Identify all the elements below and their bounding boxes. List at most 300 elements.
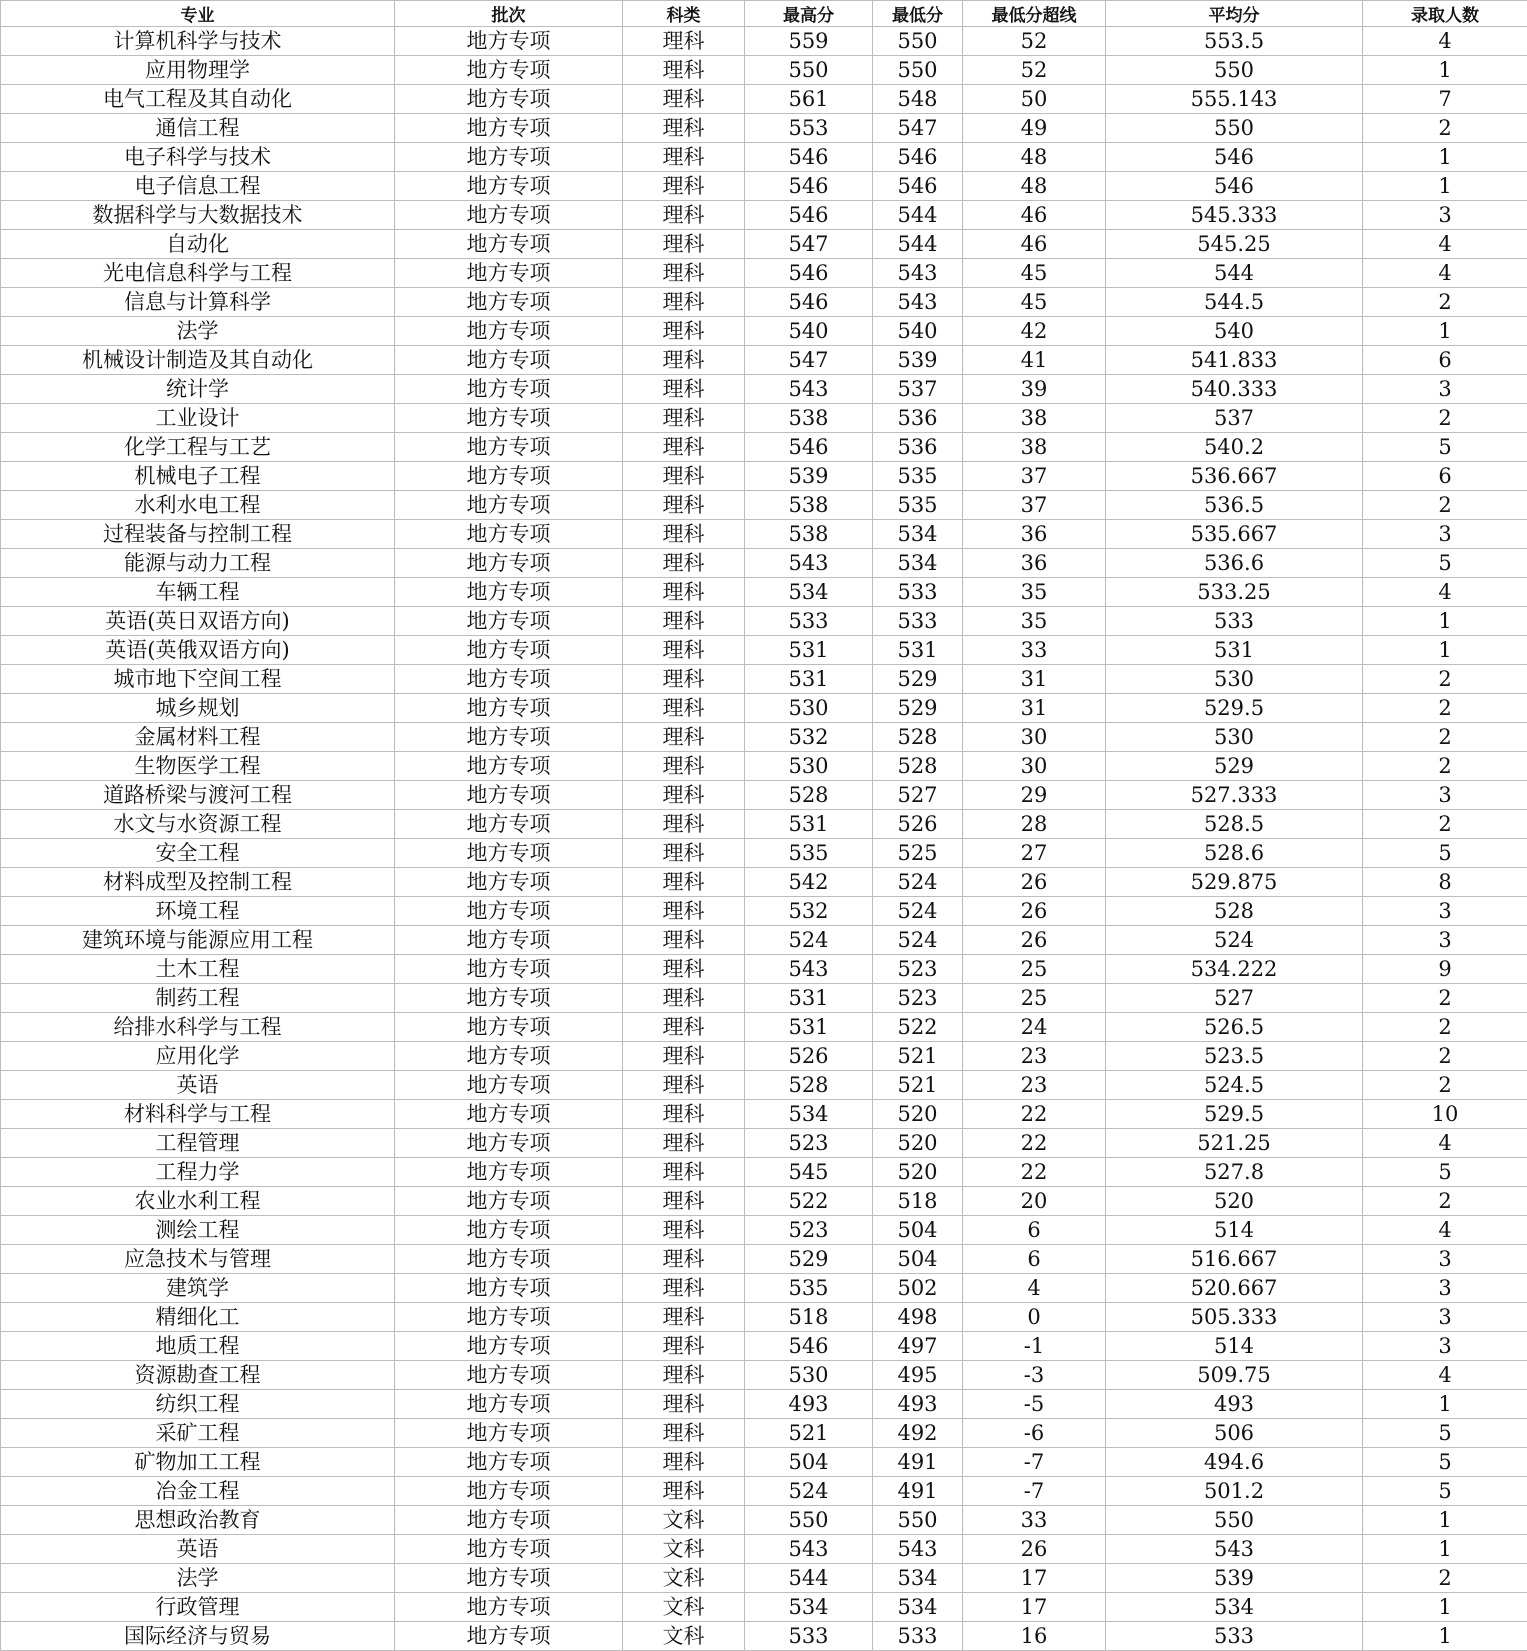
- major-cell[interactable]: 法学: [1, 1564, 395, 1593]
- category-cell[interactable]: 理科: [623, 85, 745, 114]
- min-over-line-cell[interactable]: 31: [963, 694, 1106, 723]
- major-cell[interactable]: 光电信息科学与工程: [1, 259, 395, 288]
- major-cell[interactable]: 城市地下空间工程: [1, 665, 395, 694]
- max-score-cell[interactable]: 545: [745, 1158, 873, 1187]
- min-over-line-cell[interactable]: 52: [963, 56, 1106, 85]
- min-over-line-cell[interactable]: 45: [963, 288, 1106, 317]
- batch-cell[interactable]: 地方专项: [395, 1390, 623, 1419]
- min-over-line-cell[interactable]: 30: [963, 723, 1106, 752]
- average-score-cell[interactable]: 524.5: [1106, 1071, 1363, 1100]
- admitted-count-cell[interactable]: 5: [1363, 1448, 1527, 1477]
- max-score-cell[interactable]: 518: [745, 1303, 873, 1332]
- major-cell[interactable]: 通信工程: [1, 114, 395, 143]
- batch-cell[interactable]: 地方专项: [395, 1245, 623, 1274]
- average-score-cell[interactable]: 531: [1106, 636, 1363, 665]
- batch-cell[interactable]: 地方专项: [395, 404, 623, 433]
- max-score-cell[interactable]: 550: [745, 1506, 873, 1535]
- min-over-line-cell[interactable]: 38: [963, 433, 1106, 462]
- major-cell[interactable]: 应用化学: [1, 1042, 395, 1071]
- min-over-line-cell[interactable]: 35: [963, 578, 1106, 607]
- batch-cell[interactable]: 地方专项: [395, 636, 623, 665]
- min-over-line-cell[interactable]: 49: [963, 114, 1106, 143]
- major-cell[interactable]: 水文与水资源工程: [1, 810, 395, 839]
- category-cell[interactable]: 理科: [623, 317, 745, 346]
- category-cell[interactable]: 文科: [623, 1593, 745, 1622]
- admitted-count-cell[interactable]: 3: [1363, 897, 1527, 926]
- admitted-count-cell[interactable]: 3: [1363, 1245, 1527, 1274]
- min-over-line-cell[interactable]: 16: [963, 1622, 1106, 1651]
- major-cell[interactable]: 英语(英俄双语方向): [1, 636, 395, 665]
- min-score-cell[interactable]: 543: [873, 1535, 963, 1564]
- admitted-count-cell[interactable]: 7: [1363, 85, 1527, 114]
- batch-cell[interactable]: 地方专项: [395, 1506, 623, 1535]
- major-cell[interactable]: 机械电子工程: [1, 462, 395, 491]
- batch-cell[interactable]: 地方专项: [395, 868, 623, 897]
- min-over-line-cell[interactable]: 37: [963, 491, 1106, 520]
- max-score-cell[interactable]: 546: [745, 143, 873, 172]
- column-header-batch[interactable]: 批次: [395, 1, 623, 27]
- max-score-cell[interactable]: 559: [745, 27, 873, 56]
- category-cell[interactable]: 理科: [623, 694, 745, 723]
- min-score-cell[interactable]: 526: [873, 810, 963, 839]
- admitted-count-cell[interactable]: 2: [1363, 723, 1527, 752]
- category-cell[interactable]: 理科: [623, 201, 745, 230]
- batch-cell[interactable]: 地方专项: [395, 1332, 623, 1361]
- major-cell[interactable]: 信息与计算科学: [1, 288, 395, 317]
- category-cell[interactable]: 理科: [623, 1361, 745, 1390]
- max-score-cell[interactable]: 543: [745, 549, 873, 578]
- min-score-cell[interactable]: 533: [873, 578, 963, 607]
- average-score-cell[interactable]: 529.5: [1106, 1100, 1363, 1129]
- average-score-cell[interactable]: 546: [1106, 172, 1363, 201]
- admitted-count-cell[interactable]: 2: [1363, 491, 1527, 520]
- min-score-cell[interactable]: 521: [873, 1071, 963, 1100]
- category-cell[interactable]: 理科: [623, 665, 745, 694]
- min-score-cell[interactable]: 529: [873, 665, 963, 694]
- min-score-cell[interactable]: 521: [873, 1042, 963, 1071]
- major-cell[interactable]: 电气工程及其自动化: [1, 85, 395, 114]
- category-cell[interactable]: 理科: [623, 1477, 745, 1506]
- category-cell[interactable]: 理科: [623, 56, 745, 85]
- major-cell[interactable]: 采矿工程: [1, 1419, 395, 1448]
- max-score-cell[interactable]: 531: [745, 984, 873, 1013]
- major-cell[interactable]: 安全工程: [1, 839, 395, 868]
- max-score-cell[interactable]: 533: [745, 607, 873, 636]
- major-cell[interactable]: 环境工程: [1, 897, 395, 926]
- average-score-cell[interactable]: 536.5: [1106, 491, 1363, 520]
- admitted-count-cell[interactable]: 3: [1363, 781, 1527, 810]
- category-cell[interactable]: 文科: [623, 1535, 745, 1564]
- batch-cell[interactable]: 地方专项: [395, 839, 623, 868]
- min-score-cell[interactable]: 546: [873, 172, 963, 201]
- admitted-count-cell[interactable]: 2: [1363, 1187, 1527, 1216]
- category-cell[interactable]: 文科: [623, 1506, 745, 1535]
- category-cell[interactable]: 理科: [623, 868, 745, 897]
- major-cell[interactable]: 农业水利工程: [1, 1187, 395, 1216]
- batch-cell[interactable]: 地方专项: [395, 1564, 623, 1593]
- min-score-cell[interactable]: 535: [873, 491, 963, 520]
- batch-cell[interactable]: 地方专项: [395, 27, 623, 56]
- batch-cell[interactable]: 地方专项: [395, 259, 623, 288]
- min-over-line-cell[interactable]: -5: [963, 1390, 1106, 1419]
- batch-cell[interactable]: 地方专项: [395, 520, 623, 549]
- average-score-cell[interactable]: 509.75: [1106, 1361, 1363, 1390]
- batch-cell[interactable]: 地方专项: [395, 85, 623, 114]
- average-score-cell[interactable]: 528.5: [1106, 810, 1363, 839]
- min-over-line-cell[interactable]: 26: [963, 926, 1106, 955]
- min-score-cell[interactable]: 524: [873, 926, 963, 955]
- max-score-cell[interactable]: 531: [745, 1013, 873, 1042]
- admitted-count-cell[interactable]: 4: [1363, 578, 1527, 607]
- column-header-min-over-line[interactable]: 最低分超线: [963, 1, 1106, 27]
- admitted-count-cell[interactable]: 2: [1363, 288, 1527, 317]
- min-over-line-cell[interactable]: 27: [963, 839, 1106, 868]
- major-cell[interactable]: 城乡规划: [1, 694, 395, 723]
- min-score-cell[interactable]: 497: [873, 1332, 963, 1361]
- admitted-count-cell[interactable]: 2: [1363, 1042, 1527, 1071]
- min-score-cell[interactable]: 502: [873, 1274, 963, 1303]
- category-cell[interactable]: 理科: [623, 752, 745, 781]
- min-score-cell[interactable]: 534: [873, 1593, 963, 1622]
- min-over-line-cell[interactable]: -7: [963, 1477, 1106, 1506]
- batch-cell[interactable]: 地方专项: [395, 1303, 623, 1332]
- major-cell[interactable]: 能源与动力工程: [1, 549, 395, 578]
- average-score-cell[interactable]: 546: [1106, 143, 1363, 172]
- min-over-line-cell[interactable]: 48: [963, 172, 1106, 201]
- average-score-cell[interactable]: 530: [1106, 723, 1363, 752]
- major-cell[interactable]: 工程管理: [1, 1129, 395, 1158]
- average-score-cell[interactable]: 520.667: [1106, 1274, 1363, 1303]
- max-score-cell[interactable]: 542: [745, 868, 873, 897]
- category-cell[interactable]: 理科: [623, 404, 745, 433]
- batch-cell[interactable]: 地方专项: [395, 1042, 623, 1071]
- max-score-cell[interactable]: 535: [745, 839, 873, 868]
- admitted-count-cell[interactable]: 2: [1363, 114, 1527, 143]
- min-over-line-cell[interactable]: -1: [963, 1332, 1106, 1361]
- category-cell[interactable]: 理科: [623, 1448, 745, 1477]
- batch-cell[interactable]: 地方专项: [395, 926, 623, 955]
- max-score-cell[interactable]: 543: [745, 375, 873, 404]
- admitted-count-cell[interactable]: 1: [1363, 56, 1527, 85]
- major-cell[interactable]: 资源勘查工程: [1, 1361, 395, 1390]
- max-score-cell[interactable]: 531: [745, 810, 873, 839]
- min-over-line-cell[interactable]: 50: [963, 85, 1106, 114]
- admitted-count-cell[interactable]: 1: [1363, 317, 1527, 346]
- batch-cell[interactable]: 地方专项: [395, 114, 623, 143]
- admitted-count-cell[interactable]: 5: [1363, 549, 1527, 578]
- batch-cell[interactable]: 地方专项: [395, 1622, 623, 1651]
- major-cell[interactable]: 自动化: [1, 230, 395, 259]
- category-cell[interactable]: 理科: [623, 839, 745, 868]
- min-score-cell[interactable]: 498: [873, 1303, 963, 1332]
- min-over-line-cell[interactable]: 6: [963, 1216, 1106, 1245]
- average-score-cell[interactable]: 527.8: [1106, 1158, 1363, 1187]
- column-header-admitted-count[interactable]: 录取人数: [1363, 1, 1527, 27]
- average-score-cell[interactable]: 544.5: [1106, 288, 1363, 317]
- min-score-cell[interactable]: 518: [873, 1187, 963, 1216]
- major-cell[interactable]: 应用物理学: [1, 56, 395, 85]
- max-score-cell[interactable]: 528: [745, 1071, 873, 1100]
- admitted-count-cell[interactable]: 4: [1363, 1361, 1527, 1390]
- category-cell[interactable]: 理科: [623, 1187, 745, 1216]
- average-score-cell[interactable]: 535.667: [1106, 520, 1363, 549]
- major-cell[interactable]: 道路桥梁与渡河工程: [1, 781, 395, 810]
- min-score-cell[interactable]: 537: [873, 375, 963, 404]
- major-cell[interactable]: 法学: [1, 317, 395, 346]
- min-score-cell[interactable]: 492: [873, 1419, 963, 1448]
- average-score-cell[interactable]: 555.143: [1106, 85, 1363, 114]
- admitted-count-cell[interactable]: 1: [1363, 143, 1527, 172]
- average-score-cell[interactable]: 533: [1106, 1622, 1363, 1651]
- min-score-cell[interactable]: 504: [873, 1216, 963, 1245]
- admitted-count-cell[interactable]: 3: [1363, 1332, 1527, 1361]
- batch-cell[interactable]: 地方专项: [395, 955, 623, 984]
- min-over-line-cell[interactable]: 33: [963, 1506, 1106, 1535]
- average-score-cell[interactable]: 533.25: [1106, 578, 1363, 607]
- min-over-line-cell[interactable]: 30: [963, 752, 1106, 781]
- max-score-cell[interactable]: 534: [745, 1100, 873, 1129]
- average-score-cell[interactable]: 543: [1106, 1535, 1363, 1564]
- min-score-cell[interactable]: 550: [873, 56, 963, 85]
- admitted-count-cell[interactable]: 2: [1363, 984, 1527, 1013]
- max-score-cell[interactable]: 523: [745, 1216, 873, 1245]
- average-score-cell[interactable]: 505.333: [1106, 1303, 1363, 1332]
- min-over-line-cell[interactable]: 0: [963, 1303, 1106, 1332]
- admitted-count-cell[interactable]: 2: [1363, 1013, 1527, 1042]
- category-cell[interactable]: 理科: [623, 433, 745, 462]
- batch-cell[interactable]: 地方专项: [395, 346, 623, 375]
- average-score-cell[interactable]: 537: [1106, 404, 1363, 433]
- category-cell[interactable]: 理科: [623, 114, 745, 143]
- admitted-count-cell[interactable]: 5: [1363, 839, 1527, 868]
- average-score-cell[interactable]: 550: [1106, 1506, 1363, 1535]
- average-score-cell[interactable]: 540: [1106, 317, 1363, 346]
- category-cell[interactable]: 理科: [623, 1129, 745, 1158]
- max-score-cell[interactable]: 546: [745, 172, 873, 201]
- max-score-cell[interactable]: 546: [745, 201, 873, 230]
- min-score-cell[interactable]: 493: [873, 1390, 963, 1419]
- batch-cell[interactable]: 地方专项: [395, 781, 623, 810]
- admitted-count-cell[interactable]: 2: [1363, 665, 1527, 694]
- major-cell[interactable]: 英语(英日双语方向): [1, 607, 395, 636]
- min-score-cell[interactable]: 495: [873, 1361, 963, 1390]
- major-cell[interactable]: 纺织工程: [1, 1390, 395, 1419]
- category-cell[interactable]: 理科: [623, 27, 745, 56]
- average-score-cell[interactable]: 493: [1106, 1390, 1363, 1419]
- min-over-line-cell[interactable]: 25: [963, 955, 1106, 984]
- average-score-cell[interactable]: 550: [1106, 114, 1363, 143]
- batch-cell[interactable]: 地方专项: [395, 1158, 623, 1187]
- max-score-cell[interactable]: 538: [745, 491, 873, 520]
- average-score-cell[interactable]: 526.5: [1106, 1013, 1363, 1042]
- batch-cell[interactable]: 地方专项: [395, 1361, 623, 1390]
- average-score-cell[interactable]: 550: [1106, 56, 1363, 85]
- admitted-count-cell[interactable]: 1: [1363, 607, 1527, 636]
- admitted-count-cell[interactable]: 1: [1363, 1622, 1527, 1651]
- column-header-major[interactable]: 专业: [1, 1, 395, 27]
- admitted-count-cell[interactable]: 5: [1363, 1158, 1527, 1187]
- batch-cell[interactable]: 地方专项: [395, 810, 623, 839]
- max-score-cell[interactable]: 524: [745, 926, 873, 955]
- min-over-line-cell[interactable]: -3: [963, 1361, 1106, 1390]
- min-score-cell[interactable]: 550: [873, 1506, 963, 1535]
- major-cell[interactable]: 金属材料工程: [1, 723, 395, 752]
- admitted-count-cell[interactable]: 1: [1363, 1593, 1527, 1622]
- min-score-cell[interactable]: 544: [873, 201, 963, 230]
- batch-cell[interactable]: 地方专项: [395, 1448, 623, 1477]
- average-score-cell[interactable]: 544: [1106, 259, 1363, 288]
- admitted-count-cell[interactable]: 3: [1363, 1303, 1527, 1332]
- min-score-cell[interactable]: 491: [873, 1477, 963, 1506]
- min-score-cell[interactable]: 548: [873, 85, 963, 114]
- admitted-count-cell[interactable]: 5: [1363, 1477, 1527, 1506]
- average-score-cell[interactable]: 506: [1106, 1419, 1363, 1448]
- average-score-cell[interactable]: 514: [1106, 1332, 1363, 1361]
- batch-cell[interactable]: 地方专项: [395, 1187, 623, 1216]
- average-score-cell[interactable]: 553.5: [1106, 27, 1363, 56]
- max-score-cell[interactable]: 538: [745, 404, 873, 433]
- major-cell[interactable]: 计算机科学与技术: [1, 27, 395, 56]
- column-header-min-score[interactable]: 最低分: [873, 1, 963, 27]
- average-score-cell[interactable]: 529.5: [1106, 694, 1363, 723]
- major-cell[interactable]: 行政管理: [1, 1593, 395, 1622]
- min-score-cell[interactable]: 520: [873, 1129, 963, 1158]
- category-cell[interactable]: 理科: [623, 375, 745, 404]
- category-cell[interactable]: 理科: [623, 491, 745, 520]
- max-score-cell[interactable]: 547: [745, 230, 873, 259]
- min-score-cell[interactable]: 525: [873, 839, 963, 868]
- major-cell[interactable]: 矿物加工工程: [1, 1448, 395, 1477]
- category-cell[interactable]: 理科: [623, 1303, 745, 1332]
- min-score-cell[interactable]: 528: [873, 723, 963, 752]
- major-cell[interactable]: 制药工程: [1, 984, 395, 1013]
- batch-cell[interactable]: 地方专项: [395, 433, 623, 462]
- average-score-cell[interactable]: 520: [1106, 1187, 1363, 1216]
- average-score-cell[interactable]: 527.333: [1106, 781, 1363, 810]
- admitted-count-cell[interactable]: 4: [1363, 1216, 1527, 1245]
- major-cell[interactable]: 数据科学与大数据技术: [1, 201, 395, 230]
- average-score-cell[interactable]: 524: [1106, 926, 1363, 955]
- average-score-cell[interactable]: 536.6: [1106, 549, 1363, 578]
- min-score-cell[interactable]: 527: [873, 781, 963, 810]
- admitted-count-cell[interactable]: 2: [1363, 752, 1527, 781]
- max-score-cell[interactable]: 531: [745, 636, 873, 665]
- min-over-line-cell[interactable]: 31: [963, 665, 1106, 694]
- average-score-cell[interactable]: 530: [1106, 665, 1363, 694]
- major-cell[interactable]: 国际经济与贸易: [1, 1622, 395, 1651]
- max-score-cell[interactable]: 531: [745, 665, 873, 694]
- min-score-cell[interactable]: 524: [873, 897, 963, 926]
- min-over-line-cell[interactable]: 39: [963, 375, 1106, 404]
- category-cell[interactable]: 理科: [623, 1042, 745, 1071]
- batch-cell[interactable]: 地方专项: [395, 694, 623, 723]
- min-over-line-cell[interactable]: 24: [963, 1013, 1106, 1042]
- category-cell[interactable]: 理科: [623, 636, 745, 665]
- admitted-count-cell[interactable]: 4: [1363, 230, 1527, 259]
- category-cell[interactable]: 理科: [623, 230, 745, 259]
- admitted-count-cell[interactable]: 3: [1363, 375, 1527, 404]
- average-score-cell[interactable]: 521.25: [1106, 1129, 1363, 1158]
- min-over-line-cell[interactable]: 6: [963, 1245, 1106, 1274]
- category-cell[interactable]: 理科: [623, 781, 745, 810]
- category-cell[interactable]: 文科: [623, 1564, 745, 1593]
- min-score-cell[interactable]: 533: [873, 607, 963, 636]
- min-score-cell[interactable]: 547: [873, 114, 963, 143]
- category-cell[interactable]: 理科: [623, 172, 745, 201]
- min-score-cell[interactable]: 534: [873, 549, 963, 578]
- min-score-cell[interactable]: 540: [873, 317, 963, 346]
- min-over-line-cell[interactable]: 48: [963, 143, 1106, 172]
- max-score-cell[interactable]: 539: [745, 462, 873, 491]
- min-score-cell[interactable]: 522: [873, 1013, 963, 1042]
- max-score-cell[interactable]: 530: [745, 752, 873, 781]
- batch-cell[interactable]: 地方专项: [395, 1071, 623, 1100]
- min-score-cell[interactable]: 523: [873, 984, 963, 1013]
- category-cell[interactable]: 理科: [623, 607, 745, 636]
- admitted-count-cell[interactable]: 3: [1363, 926, 1527, 955]
- min-over-line-cell[interactable]: 38: [963, 404, 1106, 433]
- max-score-cell[interactable]: 529: [745, 1245, 873, 1274]
- category-cell[interactable]: 理科: [623, 984, 745, 1013]
- admitted-count-cell[interactable]: 1: [1363, 1535, 1527, 1564]
- min-score-cell[interactable]: 546: [873, 143, 963, 172]
- column-header-average-score[interactable]: 平均分: [1106, 1, 1363, 27]
- major-cell[interactable]: 建筑学: [1, 1274, 395, 1303]
- average-score-cell[interactable]: 545.333: [1106, 201, 1363, 230]
- category-cell[interactable]: 理科: [623, 346, 745, 375]
- batch-cell[interactable]: 地方专项: [395, 201, 623, 230]
- average-score-cell[interactable]: 494.6: [1106, 1448, 1363, 1477]
- min-score-cell[interactable]: 534: [873, 1564, 963, 1593]
- average-score-cell[interactable]: 514: [1106, 1216, 1363, 1245]
- min-score-cell[interactable]: 524: [873, 868, 963, 897]
- max-score-cell[interactable]: 546: [745, 288, 873, 317]
- average-score-cell[interactable]: 528.6: [1106, 839, 1363, 868]
- min-over-line-cell[interactable]: 26: [963, 868, 1106, 897]
- admitted-count-cell[interactable]: 3: [1363, 520, 1527, 549]
- category-cell[interactable]: 理科: [623, 1419, 745, 1448]
- max-score-cell[interactable]: 546: [745, 259, 873, 288]
- min-score-cell[interactable]: 534: [873, 520, 963, 549]
- category-cell[interactable]: 理科: [623, 259, 745, 288]
- min-over-line-cell[interactable]: 41: [963, 346, 1106, 375]
- average-score-cell[interactable]: 534.222: [1106, 955, 1363, 984]
- min-over-line-cell[interactable]: 22: [963, 1129, 1106, 1158]
- category-cell[interactable]: 理科: [623, 143, 745, 172]
- batch-cell[interactable]: 地方专项: [395, 1535, 623, 1564]
- min-over-line-cell[interactable]: 37: [963, 462, 1106, 491]
- admitted-count-cell[interactable]: 5: [1363, 1419, 1527, 1448]
- admitted-count-cell[interactable]: 1: [1363, 636, 1527, 665]
- max-score-cell[interactable]: 530: [745, 1361, 873, 1390]
- admitted-count-cell[interactable]: 4: [1363, 259, 1527, 288]
- admitted-count-cell[interactable]: 2: [1363, 810, 1527, 839]
- batch-cell[interactable]: 地方专项: [395, 230, 623, 259]
- min-score-cell[interactable]: 531: [873, 636, 963, 665]
- average-score-cell[interactable]: 533: [1106, 607, 1363, 636]
- major-cell[interactable]: 思想政治教育: [1, 1506, 395, 1535]
- major-cell[interactable]: 材料成型及控制工程: [1, 868, 395, 897]
- max-score-cell[interactable]: 522: [745, 1187, 873, 1216]
- batch-cell[interactable]: 地方专项: [395, 607, 623, 636]
- admitted-count-cell[interactable]: 5: [1363, 433, 1527, 462]
- min-score-cell[interactable]: 533: [873, 1622, 963, 1651]
- category-cell[interactable]: 理科: [623, 288, 745, 317]
- max-score-cell[interactable]: 521: [745, 1419, 873, 1448]
- min-score-cell[interactable]: 528: [873, 752, 963, 781]
- batch-cell[interactable]: 地方专项: [395, 1100, 623, 1129]
- admitted-count-cell[interactable]: 2: [1363, 1564, 1527, 1593]
